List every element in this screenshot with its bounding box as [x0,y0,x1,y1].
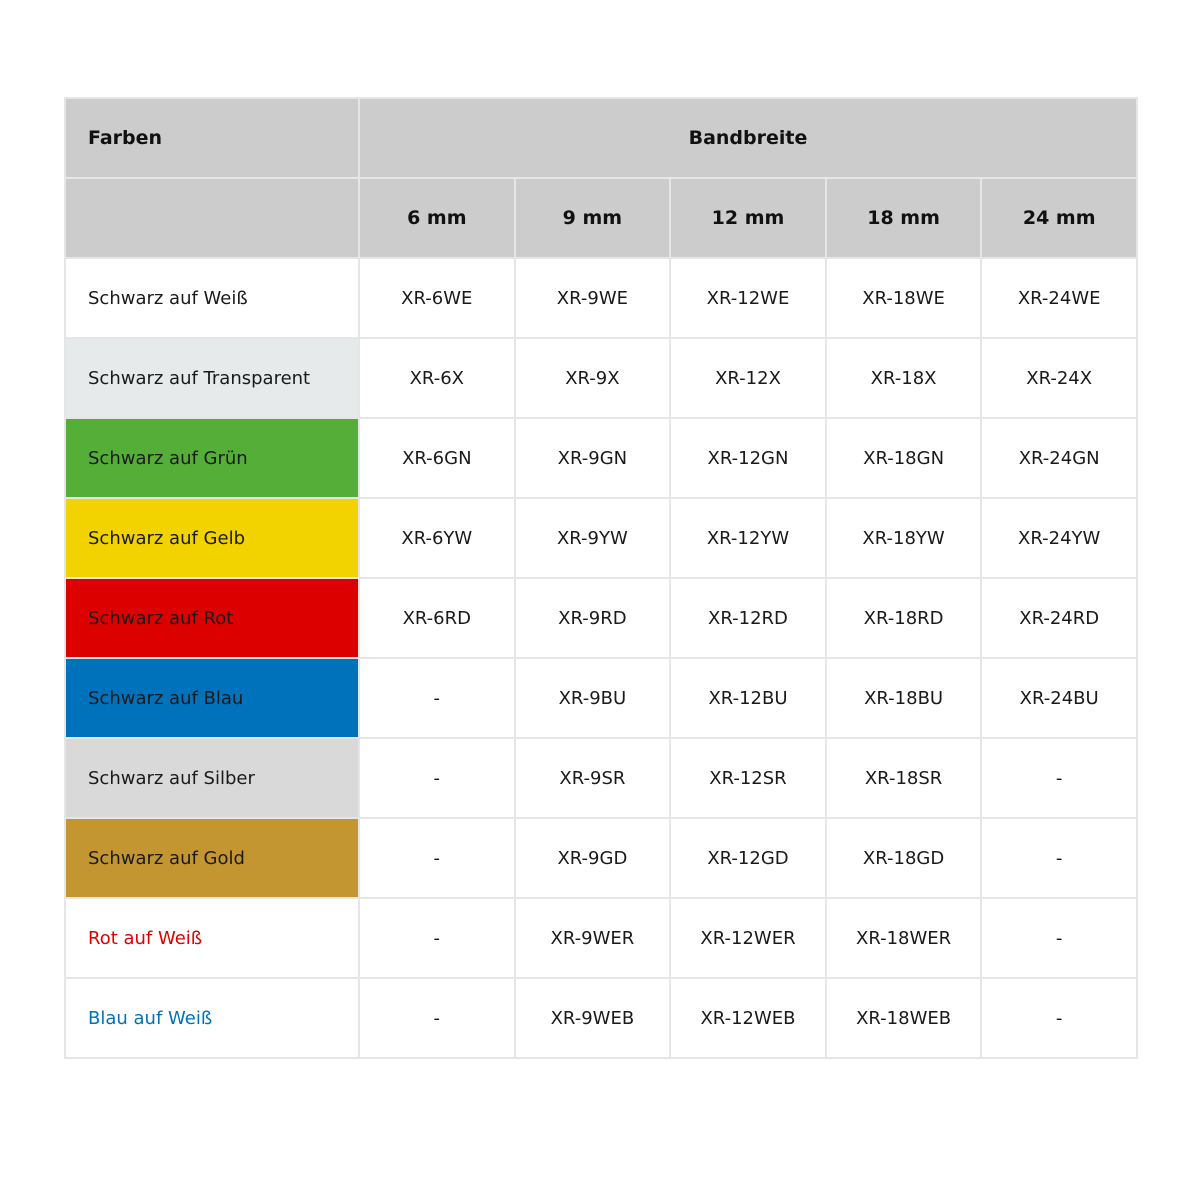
header-row-sizes [65,178,1137,258]
product-code-cell: XR-12YW [670,498,826,578]
product-code-cell: XR-9RD [515,578,671,658]
product-code-cell: - [359,658,515,738]
header-row-main [65,98,1137,178]
product-code-cell: XR-18RD [826,578,982,658]
size-header: 12 mm [670,178,826,258]
product-code-cell: XR-9WEB [515,978,671,1058]
product-code-cell: XR-9BU [515,658,671,738]
width-header: Bandbreite [359,98,1137,178]
color-label-cell: Rot auf Weiß [65,898,359,978]
colors-header-spacer [65,178,359,258]
product-code-cell: XR-12X [670,338,826,418]
product-code-cell: XR-6RD [359,578,515,658]
size-header: 18 mm [826,178,982,258]
product-code-cell: XR-18GN [826,418,982,498]
color-label-cell: Schwarz auf Gelb [65,498,359,578]
product-code-cell: XR-24BU [981,658,1137,738]
table-row [65,898,1137,978]
size-header: 24 mm [981,178,1137,258]
product-code-cell: XR-9GD [515,818,671,898]
color-label-cell: Schwarz auf Gold [65,818,359,898]
table-row [65,658,1137,738]
product-code-cell: XR-24GN [981,418,1137,498]
product-code-cell: XR-6GN [359,418,515,498]
product-code-cell: XR-18X [826,338,982,418]
table-row [65,818,1137,898]
color-label-cell: Schwarz auf Silber [65,738,359,818]
product-code-cell: XR-6X [359,338,515,418]
color-label-cell: Blau auf Weiß [65,978,359,1058]
product-code-cell: XR-9GN [515,418,671,498]
product-code-cell: XR-12GD [670,818,826,898]
product-code-cell: XR-18WER [826,898,982,978]
product-code-cell: XR-24RD [981,578,1137,658]
product-code-cell: XR-12WE [670,258,826,338]
product-code-cell: XR-18YW [826,498,982,578]
product-code-cell: - [981,978,1137,1058]
product-code-cell: - [981,898,1137,978]
product-code-cell: XR-12BU [670,658,826,738]
product-code-cell: XR-9WE [515,258,671,338]
table-row [65,258,1137,338]
color-label-cell: Schwarz auf Rot [65,578,359,658]
table-row [65,738,1137,818]
table-head [65,98,1137,258]
product-code-cell: XR-6YW [359,498,515,578]
product-code-cell: - [981,738,1137,818]
color-label-cell: Schwarz auf Weiß [65,258,359,338]
product-code-cell: - [359,738,515,818]
product-code-cell: XR-18SR [826,738,982,818]
product-code-cell: XR-18GD [826,818,982,898]
product-code-cell: XR-12SR [670,738,826,818]
product-code-cell: - [359,978,515,1058]
color-label-cell: Schwarz auf Grün [65,418,359,498]
table-row [65,498,1137,578]
table-body [65,258,1137,1058]
colors-header: Farben [65,98,359,178]
product-code-cell: XR-18BU [826,658,982,738]
size-header: 9 mm [515,178,671,258]
product-code-cell: XR-24WE [981,258,1137,338]
product-code-cell: XR-12WER [670,898,826,978]
product-code-cell: - [359,898,515,978]
color-label-cell: Schwarz auf Transparent [65,338,359,418]
product-code-cell: XR-9WER [515,898,671,978]
product-code-cell: XR-18WEB [826,978,982,1058]
product-code-cell: XR-24X [981,338,1137,418]
table-row [65,978,1137,1058]
product-code-cell: XR-12RD [670,578,826,658]
product-code-cell: - [981,818,1137,898]
table-row [65,338,1137,418]
product-code-cell: XR-6WE [359,258,515,338]
table-row [65,578,1137,658]
product-code-cell: - [359,818,515,898]
product-code-cell: XR-18WE [826,258,982,338]
tape-width-table [64,97,1138,1059]
color-label-cell: Schwarz auf Blau [65,658,359,738]
product-code-cell: XR-9YW [515,498,671,578]
table-row [65,418,1137,498]
product-code-cell: XR-9SR [515,738,671,818]
product-code-cell: XR-24YW [981,498,1137,578]
product-code-cell: XR-12GN [670,418,826,498]
size-header: 6 mm [359,178,515,258]
product-code-cell: XR-12WEB [670,978,826,1058]
product-code-cell: XR-9X [515,338,671,418]
